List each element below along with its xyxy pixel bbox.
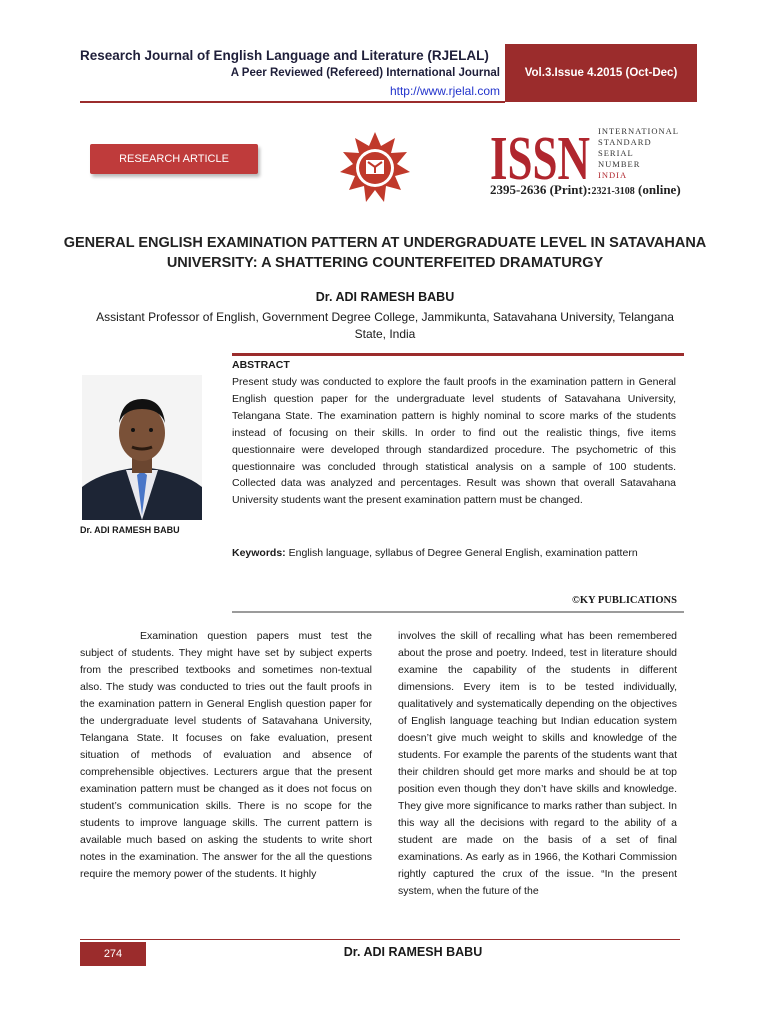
- paper-title: GENERAL ENGLISH EXAMINATION PATTERN AT UNDERGRADUATE LEVEL IN SATAVAHANA UNIVERSITY: A SHATTERING COUNTERFEITED DRAMATURGY: [63, 235, 707, 271]
- author-photo: [82, 375, 202, 520]
- abstract-heading: ABSTRACT: [232, 359, 290, 371]
- issn-logo-text: ISSN: [490, 125, 590, 185]
- issn-print: 2395-2636 (Print):: [490, 182, 592, 197]
- issn-line-5: INDIA: [598, 170, 628, 180]
- volume-text: Vol.3.Issue 4.2015 (Oct-Dec): [524, 67, 678, 79]
- page-number: 274: [103, 948, 123, 960]
- header-divider: [80, 101, 505, 103]
- issn-numbers: [490, 182, 700, 198]
- keywords: [232, 545, 676, 562]
- journal-url-link[interactable]: http://www.rjelal.com: [389, 84, 500, 98]
- issn-logo-icon: [490, 125, 590, 185]
- issn-line-2: STANDARD: [598, 137, 652, 147]
- author-affiliation: Assistant Professor of English, Government Degree College, Jammikunta, Satavahana University, Telangana State, India: [96, 310, 674, 341]
- issn-line-1: INTERNATIONAL: [598, 126, 679, 136]
- article-type-label: RESEARCH ARTICLE: [119, 153, 229, 165]
- journal-subtitle: A Peer Reviewed (Refereed) International Journal: [230, 67, 500, 79]
- journal-seal-icon: [340, 132, 410, 202]
- abstract-bottom-rule: [232, 611, 684, 613]
- footer-rule: [80, 939, 680, 940]
- issn-online-label: (online): [638, 182, 681, 197]
- abstract-top-rule: [232, 353, 684, 356]
- body-column-left: Examination question papers must test the subject of students. They might have set by subject experts from the prescribed textbooks and sometimes non-textual also. The study was conducted to tries out the fault proofs in the examination pattern in General English question paper for the undergraduate level students of Satavahana University, Telangana State. It focuses on fake evaluation, present situation of methods of evaluation and absence of comprehensible objectives. Lecturers argue that the present examination pattern must be changed as it does not focus on student’s communication skills. There is no scope for the students to improve language skills. The current pattern is available much based on asking the students to write short notes in the examination. The answer for the all the questions require the memory power of the students. It highly: [80, 630, 372, 880]
- abstract-body: Present study was conducted to explore the fault proofs in the examination pattern in General English question paper for the undergraduate level students of Satavahana University, Telangana State. The examination pattern is highly nominal to score marks of the students instead of focusing on their skills. In order to find out the realistic things, five items questionnaire were developed through standardized procedure. The psychometric of this questionnaire was concluded through statistical analysis on a sample of 100 students. Collected data was analyzed and percentages. Result was shown that overall Satavahana University students want the present examination pattern must be changed.: [232, 376, 676, 507]
- issn-online-number: 2321-3108: [591, 186, 635, 197]
- keywords-text: English language, syllabus of Degree General English, examination pattern: [285, 547, 638, 559]
- photo-caption: Dr. ADI RAMESH BABU: [80, 525, 180, 535]
- body-column-right: involves the skill of recalling what has been remembered about the prose and poetry. Indeed, test in literature should examine the capability of the students in different dimensions. Every item is to be tested individually, qualitatively and systematically depending on the objectives of English language teaching but Indian education system doesn’t give much weight to skills and knowledge of the students. For example the parents of the students want that their children should get more marks and should be at top position even though they don’t have skills and knowledge. They give more significance to marks rather than subject. In this way all the decisions with regard to the ability of a student are made on the basis of a set of final examinations. As early as in 1966, the Kothari Commission rightly captured the crux of the issue. “In the present system, when the future of the: [398, 630, 677, 897]
- author-name: Dr. ADI RAMESH BABU: [315, 290, 455, 304]
- footer-author: Dr. ADI RAMESH BABU: [343, 945, 483, 959]
- volume-badge: [505, 44, 697, 102]
- keywords-label: Keywords:: [232, 547, 286, 559]
- article-type-badge: [90, 144, 258, 174]
- publisher-label: ©KY PUBLICATIONS: [572, 595, 677, 606]
- issn-line-4: NUMBER: [598, 159, 641, 169]
- issn-line-3: SERIAL: [598, 148, 634, 158]
- page-number-badge: [80, 942, 146, 966]
- journal-title: Research Journal of English Language and Literature (RJELAL): [80, 48, 489, 63]
